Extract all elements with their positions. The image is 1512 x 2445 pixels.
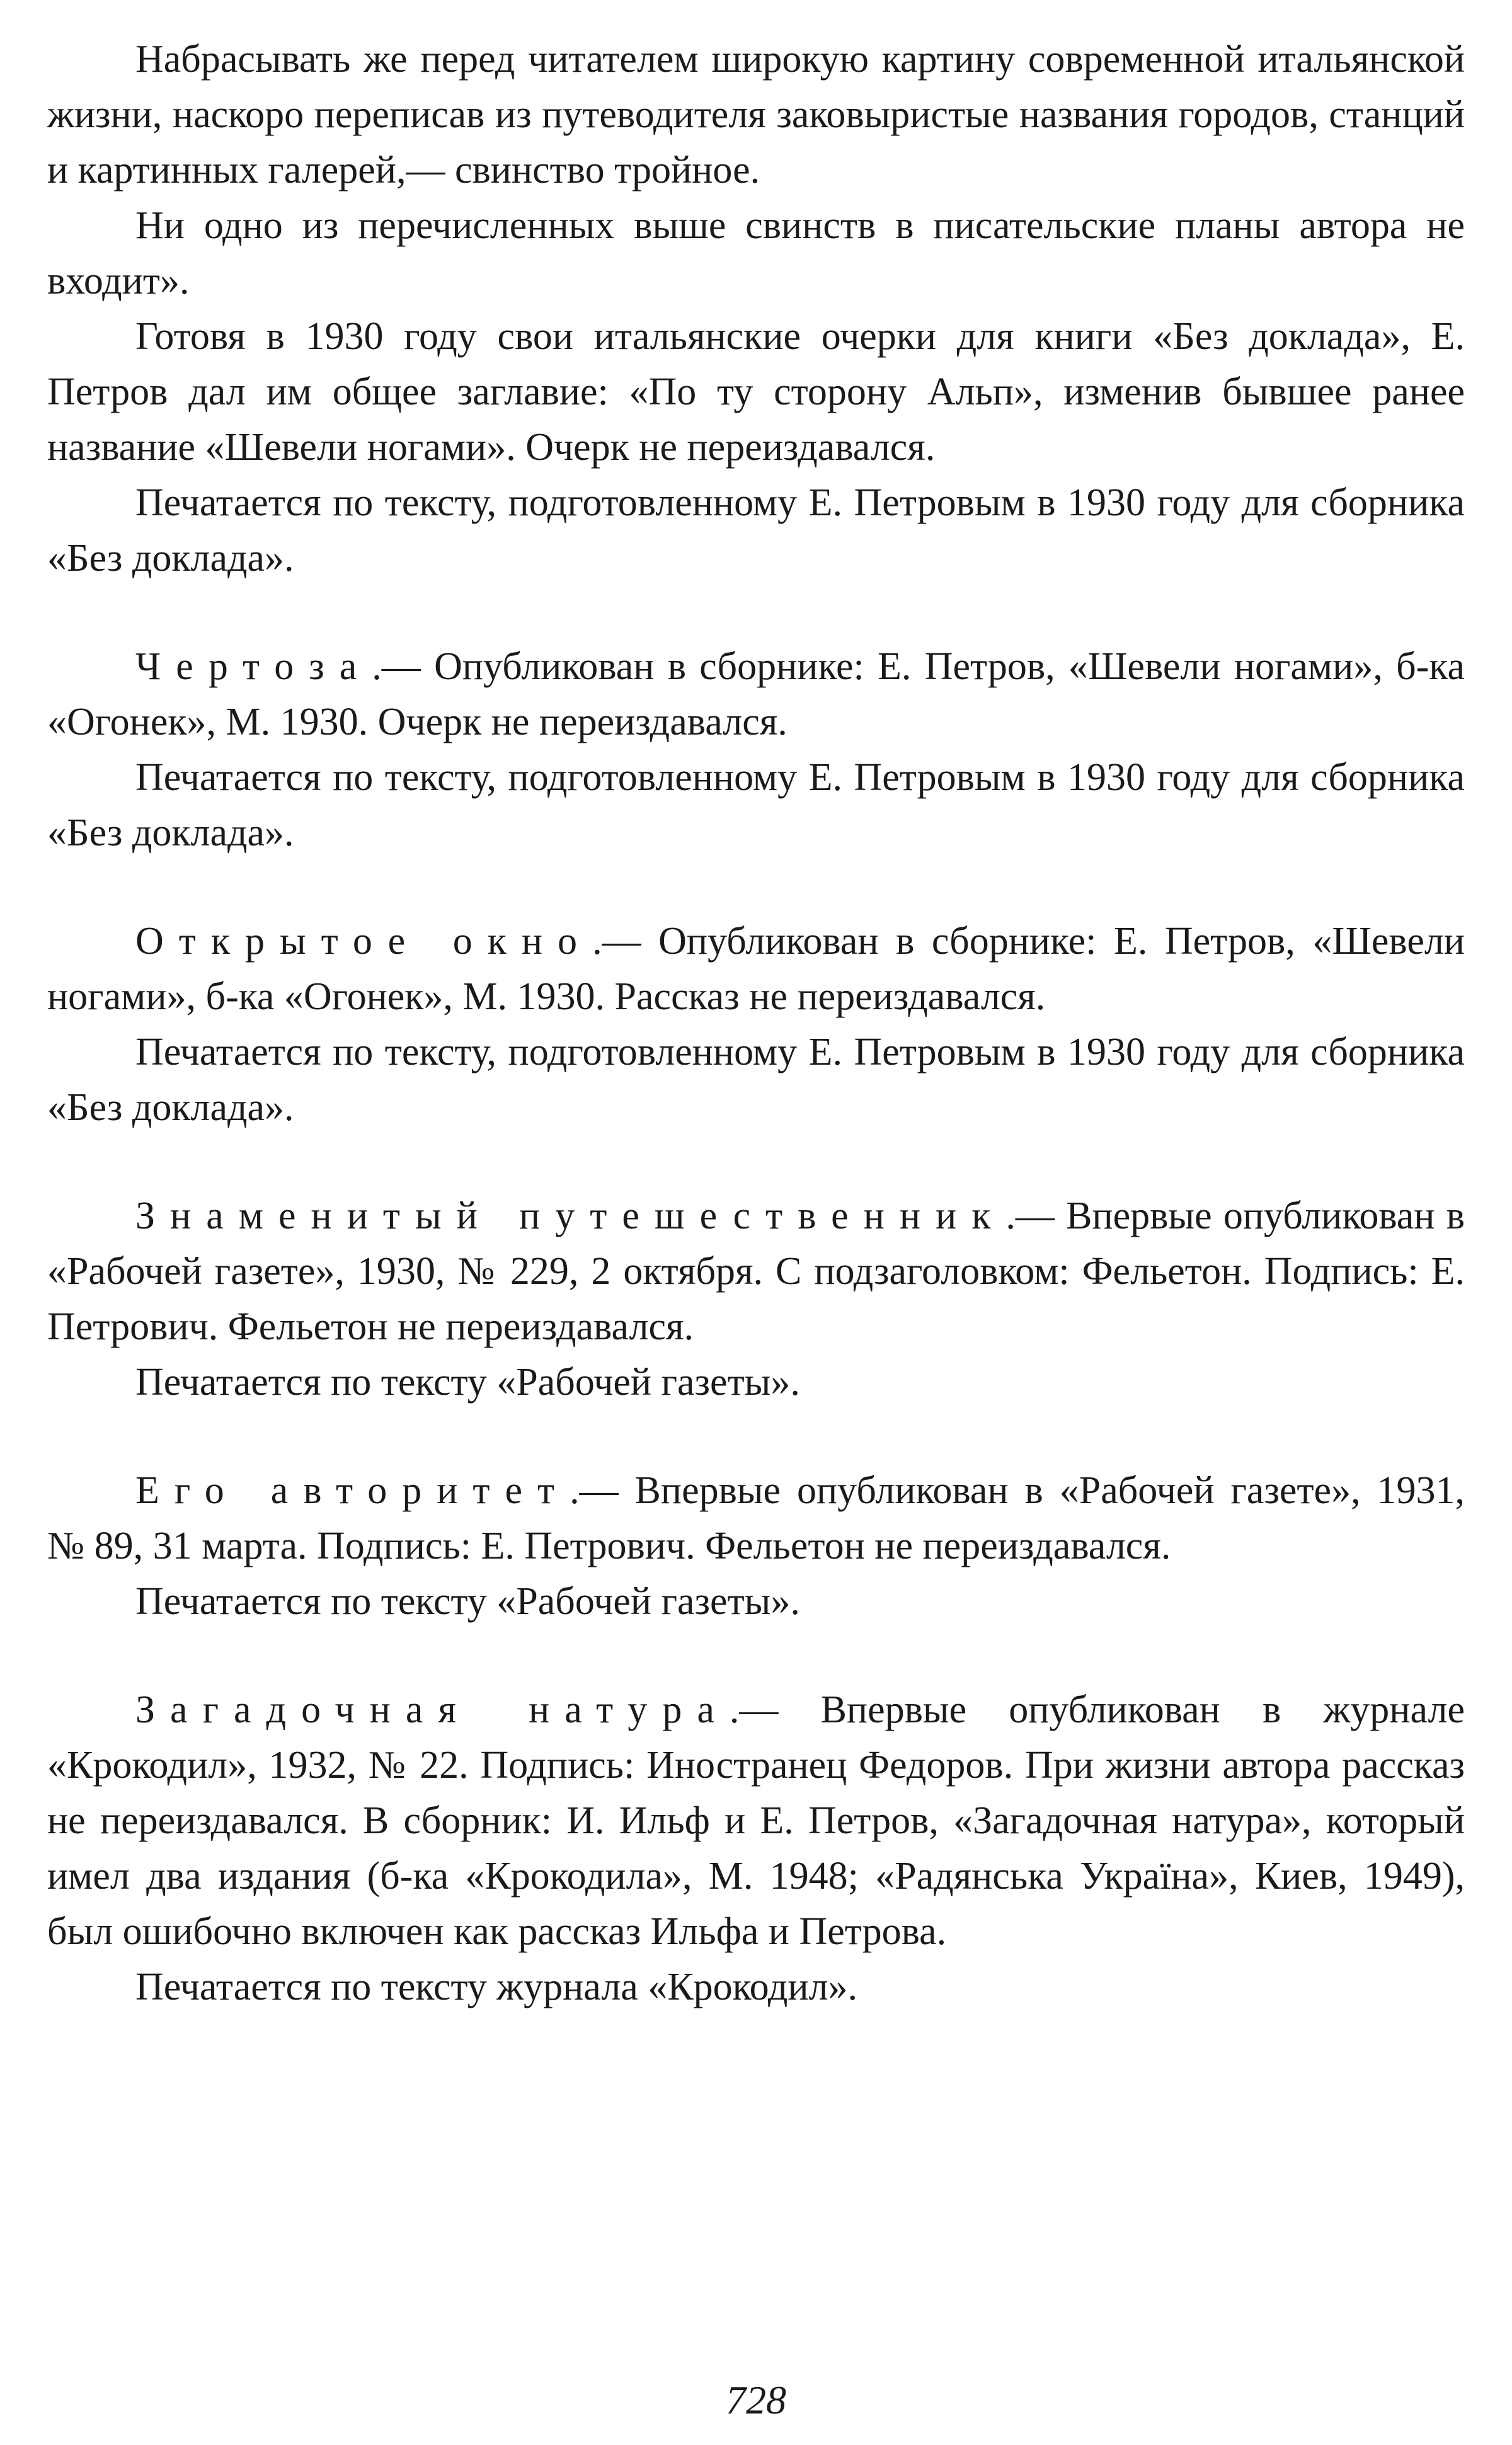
entry-body: .— Впервые опубликован в «Рабочей газете», 1930, № 229, 2 октября. С подзаголовком: Фельетон. Подпись: Е. Петрович. Фельетон не переиздавался. [47,1194,1465,1348]
entry-paragraph [47,1188,1465,1354]
entry-paragraph [47,1463,1465,1574]
entry-source-note: Печатается по тексту, подготовленному Е. Петровым в 1930 году для сборника «Без доклада». [47,1031,1465,1129]
entry-source-note: Печатается по тексту, подготовленному Е. Петровым в 1930 году для сборника «Без доклада». [47,756,1465,854]
entry-source-note: Печатается по тексту «Рабочей газеты». [135,1361,800,1404]
commentary-entry-open-window [47,913,1465,1135]
entry-source-note: Печатается по тексту «Рабочей газеты». [135,1580,800,1623]
commentary-entry-mysterious-nature [47,1682,1465,2015]
entry-body: .— Опубликован в сборнике: Е. Петров, «Шевели ногами», б-ка «Огонек», М. 1930. Очерк не переиздавался. [47,645,1465,743]
entry-title: Загадочная натура [135,1688,730,1731]
entry-body: .— Впервые опубликован в «Рабочей газете», 1931, № 89, 31 марта. Подпись: Е. Петрович. Фельетон не переиздавался. [47,1469,1465,1567]
page-text [47,31,1465,2015]
entry-body: .— Опубликован в сборнике: Е. Петров, «Шевели ногами», б-ка «Огонек», М. 1930. Рассказ не переиздавался. [47,920,1465,1018]
entry-title: Чертоза [135,645,372,688]
intro-paragraph: Печатается по тексту, подготовленному Е. Петровым в 1930 году для сборника «Без доклада». [47,481,1465,580]
entry-body: .— Впервые опубликован в журнале «Крокодил», 1932, № 22. Подпись: Иностранец Федоров. При жизни автора рассказ не переиздавался. В сборник: И. Ильф и Е. Петров, «Загадочная натура», который имел два издания (б-ка «Крокодила», М. 1948; «Радянська Україна», Киев, 1949), был ошибочно включен как рассказ Ильфа и Петрова. [47,1688,1465,1953]
entry-paragraph [47,913,1465,1024]
commentary-entry-chertoza [47,639,1465,861]
entry-paragraph [47,1682,1465,1959]
commentary-entry-his-authority [47,1463,1465,1629]
intro-paragraph: Готовя в 1930 году свои итальянские очерки для книги «Без доклада», Е. Петров дал им общее заглавие: «По ту сторону Альп», изменив бывшее ранее название «Шевели ногами». Очерк не переиздавался. [47,315,1465,469]
intro-paragraph: Набрасывать же перед читателем широкую картину современной итальянской жизни, наскоро переписав из путеводителя заковыристые названия городов, станций и картинных галерей,— свинство тройное. [47,38,1465,192]
entry-title: Знаменитый путешественник [135,1194,1006,1237]
intro-paragraph: Ни одно из перечисленных выше свинств в писательские планы автора не входит». [47,204,1465,302]
entry-title: Его авторитет [135,1469,570,1512]
page-number: 728 [726,2378,786,2422]
entry-paragraph [47,639,1465,750]
entry-source-note: Печатается по тексту журнала «Крокодил». [135,1966,858,2008]
entry-title: Открытое окно [135,920,593,963]
commentary-entry-famous-traveler [47,1188,1465,1410]
intro-block [47,31,1465,586]
